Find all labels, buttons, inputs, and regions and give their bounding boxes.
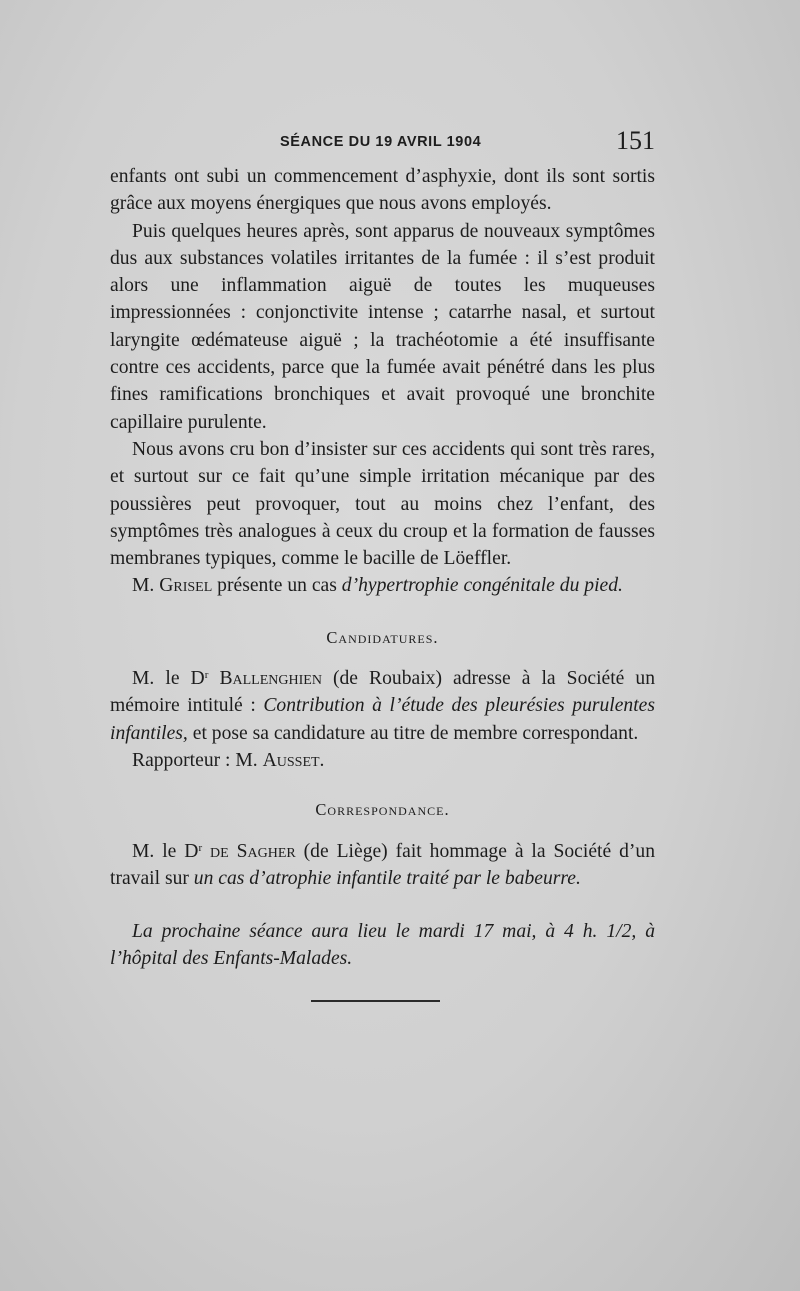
- grisel-name: Grisel: [159, 575, 213, 597]
- sagher-title: un cas d’atrophie infantile traité par le babeurre.: [193, 867, 581, 889]
- heading-correspondance: Correspondance.: [315, 800, 450, 820]
- rapporteur-suffix: .: [319, 749, 325, 771]
- ballenghien-suffix: et pose sa candidature au titre de membre correspondant.: [187, 722, 639, 744]
- rapporteur-name: Ausset: [262, 749, 320, 771]
- paragraph-rapporteur: [110, 747, 655, 774]
- ballenghien-title: Contribution à l’étude des pleurésies purulentes infantiles,: [110, 695, 655, 744]
- sagher-sup: r: [198, 841, 203, 854]
- paragraph-grisel: [110, 572, 655, 599]
- paragraph-asphyxie: enfants ont subi un commencement d’asphyxie, dont ils sont sortis grâce aux moyens énergiques que nous avons employés.: [110, 166, 655, 215]
- paragraph-accidents: Nous avons cru bon d’insister sur ces accidents qui sont très rares, et surtout sur ce fait qu’une simple irritation mécanique par des poussières peut provoquer, tout au moins chez l’enfant, des symptômes très analogues à ceux du croup et la formation de fausses membranes typiques, comme le bacille de Löeffler.: [110, 438, 655, 570]
- ballenghien-middle: (de Roubaix) adresse à la Société un mémoire intitulé :: [110, 668, 655, 717]
- sagher-prefix: M. le D: [132, 840, 199, 862]
- closing-rule: [311, 1000, 440, 1002]
- page-number: 151: [616, 126, 655, 155]
- paragraph-de-sagher: [110, 838, 655, 893]
- ballenghien-name: Ballenghien: [208, 668, 322, 690]
- paragraph-ballenghien: [110, 665, 655, 747]
- next-session-announcement: La prochaine séance aura lieu le mardi 17 mai, à 4 h. 1/2, à l’hôpital des Enfants-Malades.: [110, 921, 655, 970]
- page-header: [110, 126, 655, 160]
- ballenghien-sup: r: [204, 669, 209, 682]
- paragraph-symptomes: Puis quelques heures après, sont apparus de nouveaux symptômes dus aux substances volatiles irritantes de la fumée : il s’est produit alors une inflammation aiguë de toutes les muqueuses impressionnées : conjonctivite intense ; catarrhe nasal, et surtout laryngite œdémateuse aiguë ; la trachéotomie a été insuffisante contre ces accidents, parce que la fumée avait pénétré dans les plus fines ramifications bronchiques et avait provoqué une bronchite capillaire purulente.: [110, 220, 655, 433]
- sagher-name: de Sagher: [202, 840, 296, 862]
- grisel-prefix: M.: [132, 575, 160, 597]
- grisel-middle: présente un cas: [212, 575, 342, 597]
- sagher-middle: (de Liège) fait hommage à la Société d’un travail sur: [110, 840, 655, 889]
- running-head: SÉANCE DU 19 AVRIL 1904: [280, 134, 482, 150]
- ballenghien-prefix: M. le D: [132, 668, 205, 690]
- grisel-title: d’hypertrophie congénitale du pied.: [341, 575, 623, 597]
- text-body: [110, 163, 655, 973]
- heading-candidatures: Candidatures.: [326, 627, 439, 647]
- rapporteur-prefix: Rapporteur : M.: [132, 749, 263, 771]
